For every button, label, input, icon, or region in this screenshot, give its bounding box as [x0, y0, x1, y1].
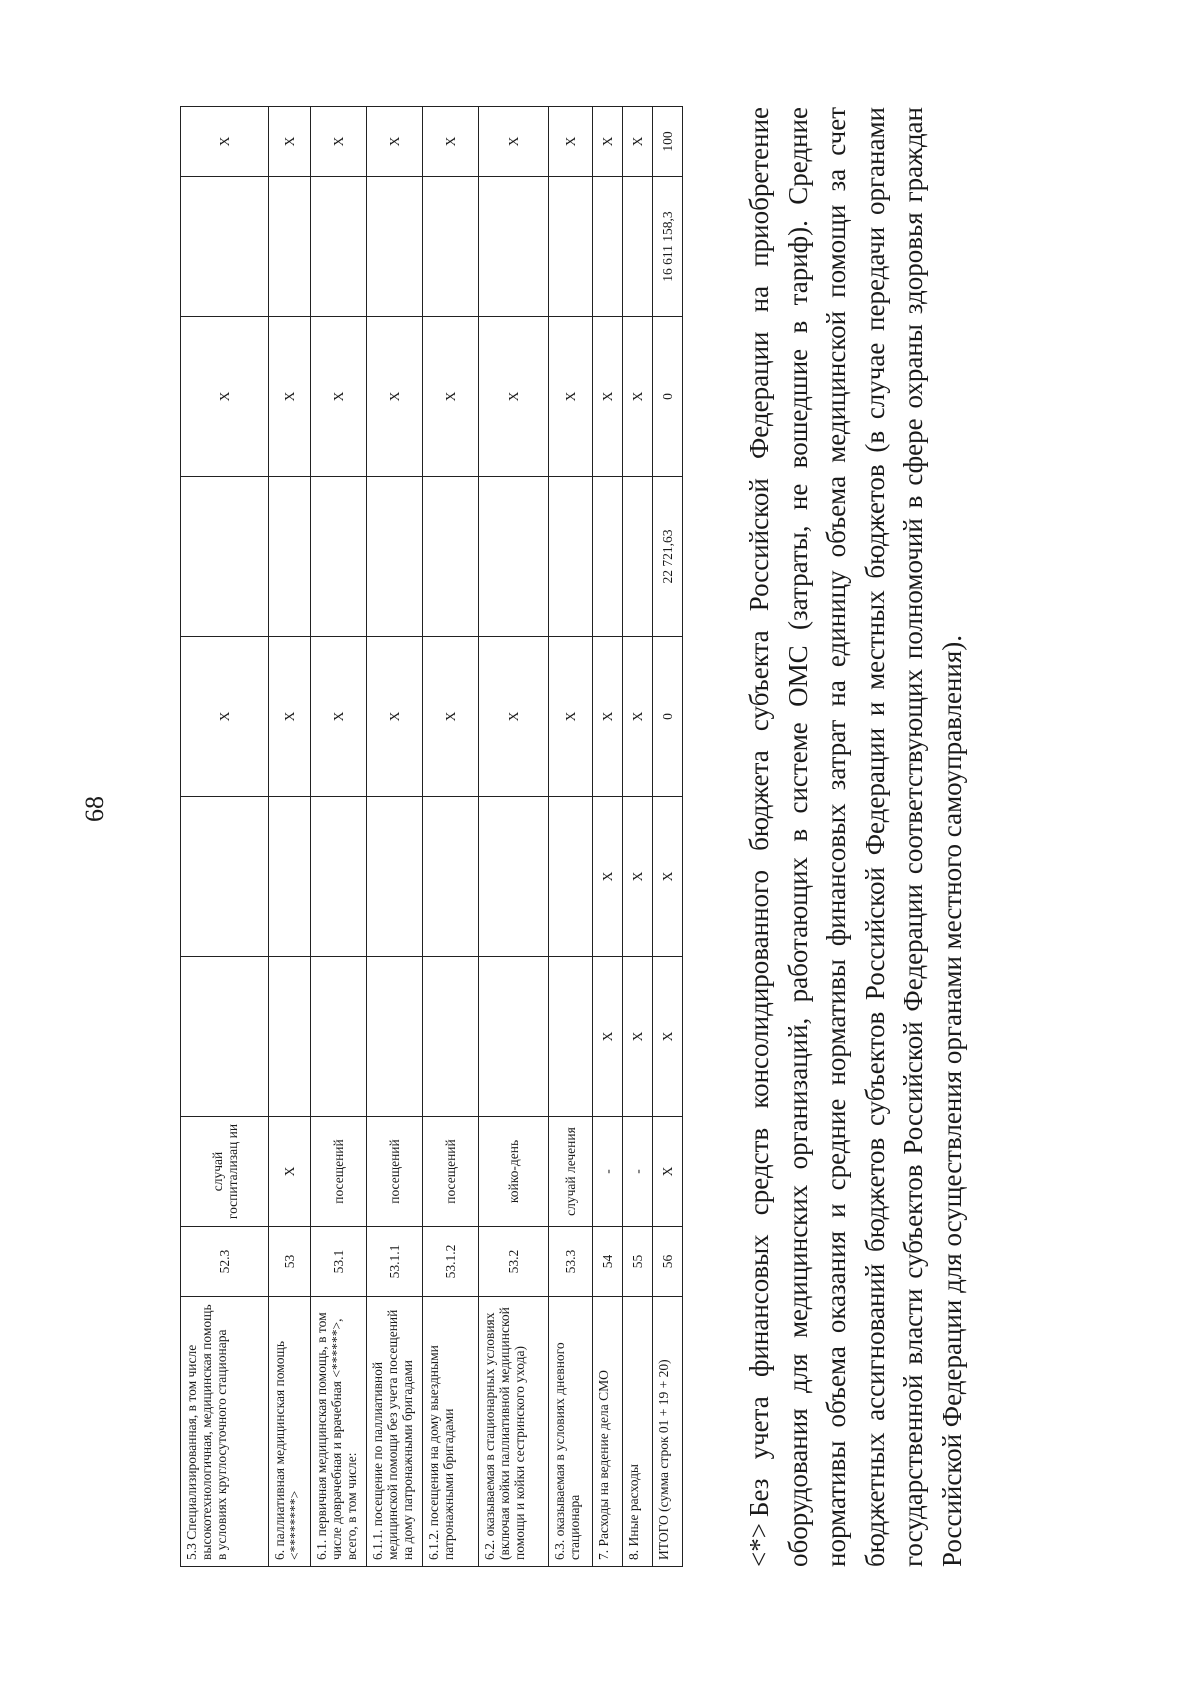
table-cell [269, 957, 311, 1117]
row-label-cell: 8. Иные расходы [623, 1297, 653, 1567]
table-cell: X [623, 957, 653, 1117]
table-cell: 52.3 [181, 1227, 269, 1297]
table-cell: X [623, 317, 653, 477]
table-cell [423, 477, 479, 637]
table-cell [593, 177, 623, 317]
row-label-cell: 6. паллиативная медицинская помощь <********> [269, 1297, 311, 1567]
table-cell [423, 177, 479, 317]
table-cell [479, 957, 549, 1117]
table-cell [593, 477, 623, 637]
table-cell: X [549, 317, 593, 477]
table-cell [479, 477, 549, 637]
table-row [653, 107, 683, 1567]
table-cell [367, 957, 423, 1117]
table-cell [367, 177, 423, 317]
table-cell: 53.2 [479, 1227, 549, 1297]
table-cell: посещений [311, 1117, 367, 1227]
table-cell: X [653, 797, 683, 957]
table-cell [269, 797, 311, 957]
table-cell: случай лечения [549, 1117, 593, 1227]
table-cell: X [181, 107, 269, 177]
table-cell [367, 477, 423, 637]
table-cell: X [623, 107, 653, 177]
table-cell [311, 957, 367, 1117]
table-cell [479, 797, 549, 957]
row-label-cell: 6.2. оказываемая в стационарных условиях (включая койки паллиативной медицинской помощи и койки сестринского ухода) [479, 1297, 549, 1567]
table-cell: X [623, 797, 653, 957]
table-cell [623, 177, 653, 317]
table-cell: X [181, 317, 269, 477]
table-cell: X [423, 107, 479, 177]
table-cell: X [593, 957, 623, 1117]
table-cell: X [311, 317, 367, 477]
row-label-cell: 6.3. оказываемая в условиях дневного стационара [549, 1297, 593, 1567]
table-cell [181, 477, 269, 637]
table-cell: X [479, 637, 549, 797]
table-row [549, 107, 593, 1567]
table-row [423, 107, 479, 1567]
table-cell: X [479, 317, 549, 477]
table-cell: X [367, 317, 423, 477]
table-cell [623, 477, 653, 637]
table-cell [181, 177, 269, 317]
table-cell: X [367, 637, 423, 797]
table-cell: посещений [423, 1117, 479, 1227]
table-cell: 0 [653, 317, 683, 477]
table-row [593, 107, 623, 1567]
table-cell: X [593, 637, 623, 797]
table-cell: 100 [653, 107, 683, 177]
table-cell: 16 611 158,3 [653, 177, 683, 317]
table-cell [367, 797, 423, 957]
table-cell: X [269, 637, 311, 797]
table-cell: X [623, 637, 653, 797]
table-cell: X [269, 107, 311, 177]
table-cell [549, 957, 593, 1117]
table-row [367, 107, 423, 1567]
table-cell: 54 [593, 1227, 623, 1297]
table-row [269, 107, 311, 1567]
row-label-cell: 6.1.2. посещения на дому выездными патронажными бригадами [423, 1297, 479, 1567]
table-cell: 53.1 [311, 1227, 367, 1297]
table-cell: X [593, 107, 623, 177]
table-cell [311, 797, 367, 957]
table-cell: 22 721,63 [653, 477, 683, 637]
table-cell: X [367, 107, 423, 177]
table-cell: 0 [653, 637, 683, 797]
table-cell [549, 797, 593, 957]
table-row [181, 107, 269, 1567]
table-cell: X [311, 637, 367, 797]
table-cell [181, 797, 269, 957]
page-number: 68 [80, 796, 109, 822]
table-cell [423, 957, 479, 1117]
table-cell [181, 957, 269, 1117]
table-cell: 53.1.1 [367, 1227, 423, 1297]
table-cell [311, 477, 367, 637]
table-cell: X [423, 317, 479, 477]
row-label-cell: 6.1.1. посещение по паллиативной медицинской помощи без учета посещений на дому патронажными бригадами [367, 1297, 423, 1567]
table-cell: X [653, 1117, 683, 1227]
table-cell: X [181, 637, 269, 797]
row-label-cell: 5.3 Специализированная, в том числе высокотехнологичная, медицинская помощь в условиях круглосуточного стационара [181, 1297, 269, 1567]
table-cell [549, 477, 593, 637]
table-cell: X [423, 637, 479, 797]
table-cell: - [623, 1117, 653, 1227]
table-row [479, 107, 549, 1567]
table-cell: 56 [653, 1227, 683, 1297]
table-cell [479, 177, 549, 317]
table-cell: посещений [367, 1117, 423, 1227]
table-cell: 53.1.2 [423, 1227, 479, 1297]
table-cell: X [653, 957, 683, 1117]
table-cell: X [311, 107, 367, 177]
footnote-marker: <*> [744, 1523, 774, 1567]
table-row [311, 107, 367, 1567]
table-cell: X [593, 317, 623, 477]
table-cell [549, 177, 593, 317]
table-cell: 55 [623, 1227, 653, 1297]
row-label-cell: 6.1. первичная медицинская помощь, в том числе доврачебная и врачебная <******>, всего, в том числе: [311, 1297, 367, 1567]
table-cell: X [269, 317, 311, 477]
table-cell: X [549, 107, 593, 177]
footnote [740, 107, 971, 1567]
footnote-text: Без учета финансовых средств консолидированного бюджета субъекта Российской Федерации на приобретение оборудования для медицинских организаций, работающих в системе ОМС (затраты, не вошедшие в тариф). Средние нормативы объема оказания и средние нормативы финансовых затрат на единицу объема медицинской помощи за счет бюджетных ассигнований бюджетов субъектов Российской Федерации и местных бюджетов (в случае передачи органами государственной власти субъектов Российской Федерации соответствующих полномочий в сфере охраны здоровья граждан Российской Федерации для осуществления органами местного самоуправления). [744, 107, 967, 1567]
table-cell: 53 [269, 1227, 311, 1297]
table-cell: X [479, 107, 549, 177]
table-cell: 53.3 [549, 1227, 593, 1297]
table-row [623, 107, 653, 1567]
table-cell: X [269, 1117, 311, 1227]
row-label-cell: ИТОГО (сумма строк 01 + 19 + 20) [653, 1297, 683, 1567]
table-cell: случай госпитализац ии [181, 1117, 269, 1227]
table-cell [423, 797, 479, 957]
table-cell [269, 177, 311, 317]
row-label-cell: 7. Расходы на ведение дела СМО [593, 1297, 623, 1567]
table-cell: койко-день [479, 1117, 549, 1227]
table-cell: X [549, 637, 593, 797]
table-cell [311, 177, 367, 317]
financing-table [180, 106, 683, 1567]
table-cell: X [593, 797, 623, 957]
table-cell: - [593, 1117, 623, 1227]
table-cell [269, 477, 311, 637]
